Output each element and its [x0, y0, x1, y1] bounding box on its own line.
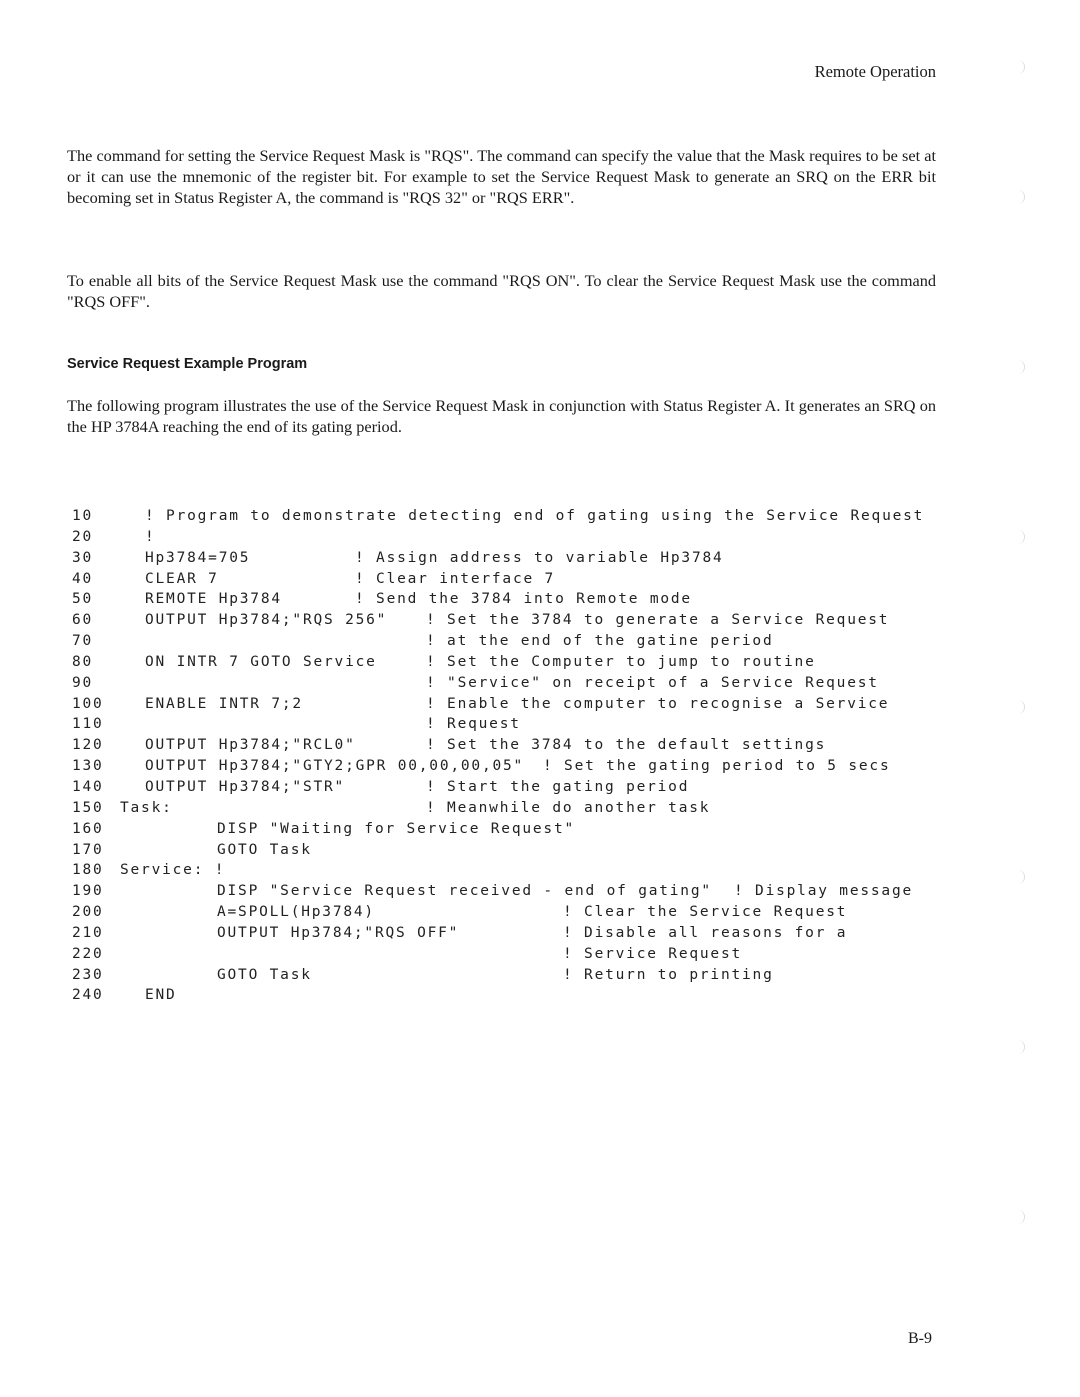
line-code: OUTPUT Hp3784;"RCL0" [145, 737, 356, 754]
code-line [0, 612, 1080, 633]
line-code: OUTPUT Hp3784;"GTY2;GPR 00,00,00,05" [145, 758, 525, 775]
paragraph-rqs-on-off: To enable all bits of the Service Request Mask use the command "RQS ON". To clear the Service Request Mask use the command "RQS OFF". [67, 271, 936, 311]
line-code: A=SPOLL(Hp3784) [217, 904, 375, 921]
line-number: 50 [72, 591, 94, 608]
code-line [0, 675, 1080, 696]
line-code: DISP "Service Request received - end of gating" [217, 883, 712, 900]
line-comment: ! Set the Computer to jump to routine [426, 653, 816, 670]
line-comment: ! Set the 3784 to generate a Service Request [426, 612, 890, 629]
line-number: 120 [72, 737, 104, 754]
running-header: Remote Operation [814, 62, 936, 81]
line-code: OUTPUT Hp3784;"STR" [145, 778, 346, 795]
program-listing [0, 508, 1080, 1008]
line-code: ! Program to demonstrate detecting end of gating using the Service Request [145, 508, 925, 524]
line-code: GOTO Task [217, 841, 312, 858]
line-comment: ! Set the 3784 to the default settings [426, 737, 827, 754]
code-line [0, 716, 1080, 737]
line-code: DISP "Waiting for Service Request" [217, 820, 576, 837]
line-code: OUTPUT Hp3784;"RQS OFF" [217, 924, 460, 941]
line-comment: ! Disable all reasons for a [563, 924, 848, 941]
code-line [0, 842, 1080, 863]
line-number: 190 [72, 883, 104, 900]
line-comment: ! Display message [734, 883, 914, 900]
section-heading: Service Request Example Program [67, 356, 308, 372]
line-number: 60 [72, 612, 94, 629]
paragraph-rqs-command: The command for setting the Service Request Mask is "RQS". The command can specify the value that the Mask requires to be set at or it can use the mnemonic of the register bit. For example to set the Service Request Mask to generate an SRQ on the ERR bit becoming set in Status Register A, the command is "RQS 32" or "RQS ERR". [67, 146, 936, 207]
page-number: B-9 [908, 1330, 932, 1347]
line-number: 20 [72, 528, 94, 545]
line-number: 100 [72, 695, 104, 712]
line-number: 110 [72, 716, 104, 733]
code-line [0, 925, 1080, 946]
code-line [0, 571, 1080, 592]
line-code: ENABLE INTR 7;2 [145, 695, 303, 712]
code-line [0, 508, 1080, 529]
line-comment: ! Assign address to variable Hp3784 [355, 549, 724, 566]
binder-hole-mark [1014, 1210, 1025, 1224]
line-number: 170 [72, 841, 104, 858]
line-code: ON INTR 7 GOTO Service [145, 653, 377, 670]
code-line [0, 633, 1080, 654]
line-code: ! [145, 528, 156, 545]
line-code: END [145, 987, 177, 1004]
line-comment: ! Set the gating period to 5 secs [543, 758, 891, 775]
line-label: Task: [120, 799, 173, 816]
binder-hole-mark [1014, 360, 1025, 374]
code-line [0, 904, 1080, 925]
code-line [0, 821, 1080, 842]
line-comment: ! Service Request [563, 945, 743, 962]
binder-hole-mark [1014, 60, 1025, 74]
line-comment: ! Enable the computer to recognise a Service [426, 695, 890, 712]
binder-hole-mark [1014, 1040, 1025, 1054]
code-line [0, 779, 1080, 800]
line-comment: ! Clear interface 7 [355, 570, 556, 587]
code-line [0, 862, 1080, 883]
line-comment: ! Clear the Service Request [563, 904, 848, 921]
line-number: 70 [72, 633, 94, 650]
code-line [0, 758, 1080, 779]
paragraph-program-intro: The following program illustrates the use of the Service Request Mask in conjunction with Status Register A. It generates an SRQ on the HP 3784A reaching the end of its gating period. [67, 396, 936, 436]
line-number: 160 [72, 820, 104, 837]
line-code: GOTO Task [217, 966, 312, 983]
line-number: 10 [72, 508, 94, 524]
line-number: 80 [72, 653, 94, 670]
line-label: Service: ! [120, 862, 226, 879]
line-number: 200 [72, 904, 104, 921]
code-line [0, 800, 1080, 821]
line-code: CLEAR 7 [145, 570, 219, 587]
code-line [0, 737, 1080, 758]
line-comment: ! at the end of the gatine period [426, 633, 774, 650]
line-number: 210 [72, 924, 104, 941]
code-line [0, 696, 1080, 717]
code-line [0, 946, 1080, 967]
line-number: 130 [72, 758, 104, 775]
code-line [0, 654, 1080, 675]
line-comment: ! "Service" on receipt of a Service Request [426, 674, 879, 691]
line-number: 40 [72, 570, 94, 587]
line-code: Hp3784=705 [145, 549, 251, 566]
line-comment: ! Meanwhile do another task [426, 799, 711, 816]
line-number: 220 [72, 945, 104, 962]
code-line [0, 987, 1080, 1008]
line-comment: ! Request [426, 716, 521, 733]
code-line [0, 967, 1080, 988]
line-number: 140 [72, 778, 104, 795]
line-number: 180 [72, 862, 104, 879]
line-code: REMOTE Hp3784 [145, 591, 282, 608]
line-number: 90 [72, 674, 94, 691]
line-number: 30 [72, 549, 94, 566]
line-number: 230 [72, 966, 104, 983]
line-comment: ! Send the 3784 into Remote mode [355, 591, 692, 608]
line-comment: ! Return to printing [563, 966, 774, 983]
binder-hole-mark [1014, 190, 1025, 204]
line-comment: ! Start the gating period [426, 778, 690, 795]
line-code: OUTPUT Hp3784;"RQS 256" [145, 612, 388, 629]
code-line [0, 550, 1080, 571]
code-line [0, 883, 1080, 904]
line-number: 240 [72, 987, 104, 1004]
code-line [0, 591, 1080, 612]
line-number: 150 [72, 799, 104, 816]
code-line [0, 529, 1080, 550]
